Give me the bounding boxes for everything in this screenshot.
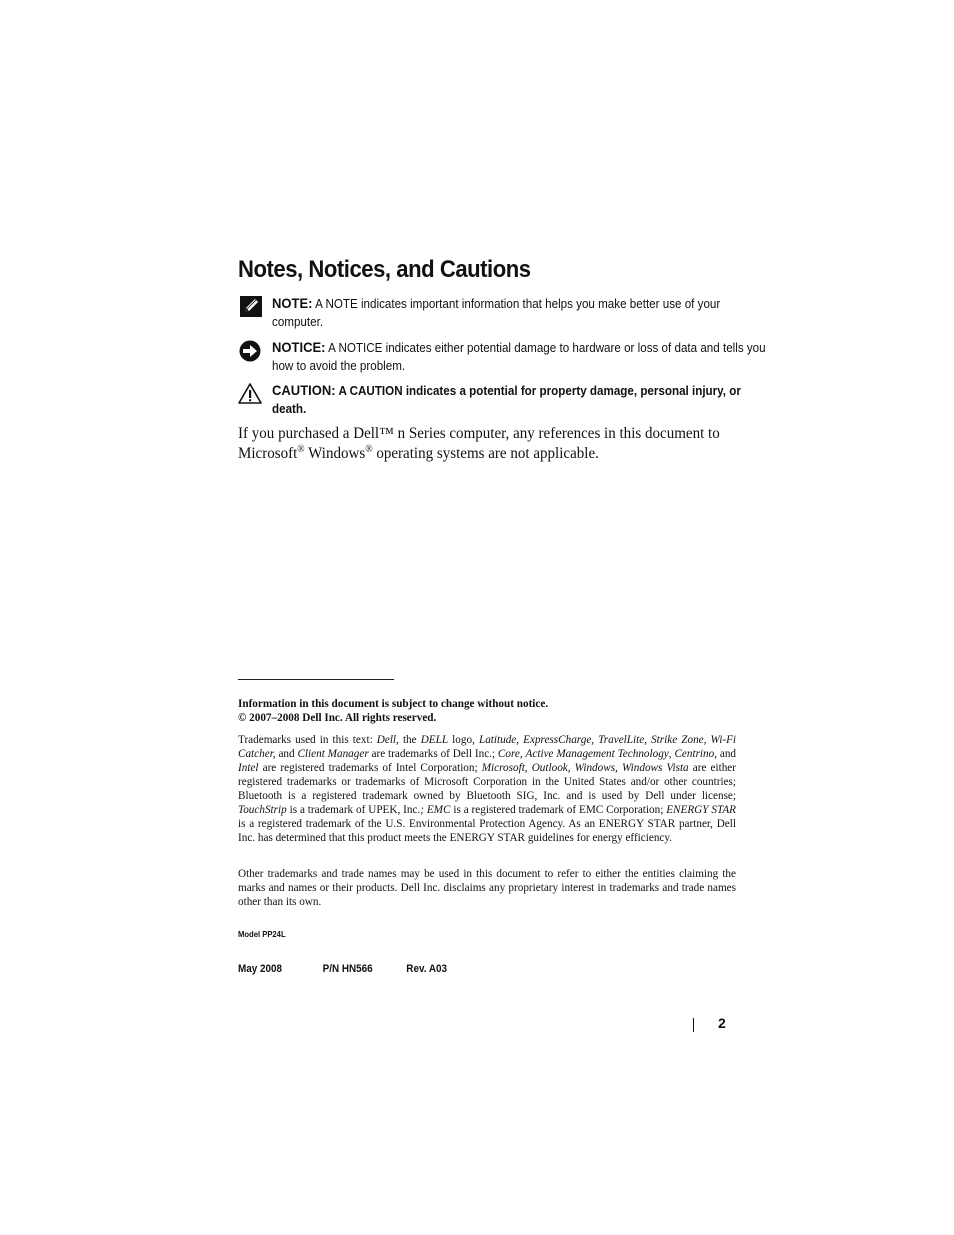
note-label: NOTE: [272, 295, 313, 311]
note-callout [238, 295, 738, 331]
notice-arrow-icon [238, 339, 264, 363]
caution-label: CAUTION: [272, 382, 336, 398]
page-number-separator [693, 1018, 694, 1032]
notice-label: NOTICE: [272, 339, 326, 355]
model-number: Model PP24L [238, 929, 286, 939]
caution-text: A CAUTION indicates a potential for property damage, personal injury, or death. [272, 384, 741, 416]
caution-callout [238, 382, 741, 418]
legal-notice [238, 697, 736, 725]
notice-text: A NOTICE indicates either potential damage to hardware or loss of data and tells you how to avoid the problem. [272, 341, 766, 373]
other-trademarks-paragraph: Other trademarks and trade names may be used in this document to refer to either the entities claiming the marks and names or their products. Dell Inc. disclaims any proprietary interest in trademarks and trade names other than its own. [238, 868, 736, 908]
copyright-line: © 2007–2008 Dell Inc. All rights reserved. [238, 712, 437, 724]
n-series-paragraph: If you purchased a Dell™ n Series computer, any references in this document to Microsoft® Windows® operating systems are not applicable. [238, 425, 720, 462]
page-number: 2 [718, 1015, 726, 1031]
part-number: P/N HN566 [322, 963, 373, 975]
publication-date: May 2008 [238, 963, 283, 975]
trademarks-paragraph: Trademarks used in this text: Dell, the DELL logo, Latitude, ExpressCharge, TravelLite, Strike Zone, Wi-Fi Catcher, and Client Manager are trademarks of Dell Inc.; Core, Active Management Technology, Centrino, and Intel are registered trademarks of Intel Corporation; Microsoft, Outlook, Windows, Windows Vista are either registered trademarks or trademarks of Microsoft Corporation in the United States and/or other countries; Bluetooth is a registered trademark owned by Bluetooth SIG, Inc. and is used by Dell under license; TouchStrip is a trademark of UPEK, Inc.; EMC is a registered trademark of EMC Corporation; ENERGY STAR is a registered trademark of the U.S. Environmental Protection Agency. As an ENERGY STAR partner, Dell Inc. has determined that this product meets the ENERGY STAR guidelines for energy efficiency. [238, 734, 737, 844]
note-text: A NOTE indicates important information that helps you make better use of your computer. [272, 297, 721, 329]
footnote-divider [238, 679, 394, 680]
notice-callout [238, 339, 766, 375]
pencil-note-icon [238, 295, 264, 319]
revision: Rev. A03 [406, 963, 448, 975]
change-notice: Information in this document is subject to change without notice. [238, 698, 549, 710]
warning-triangle-icon [238, 382, 264, 406]
page-title: Notes, Notices, and Cautions [238, 256, 531, 283]
